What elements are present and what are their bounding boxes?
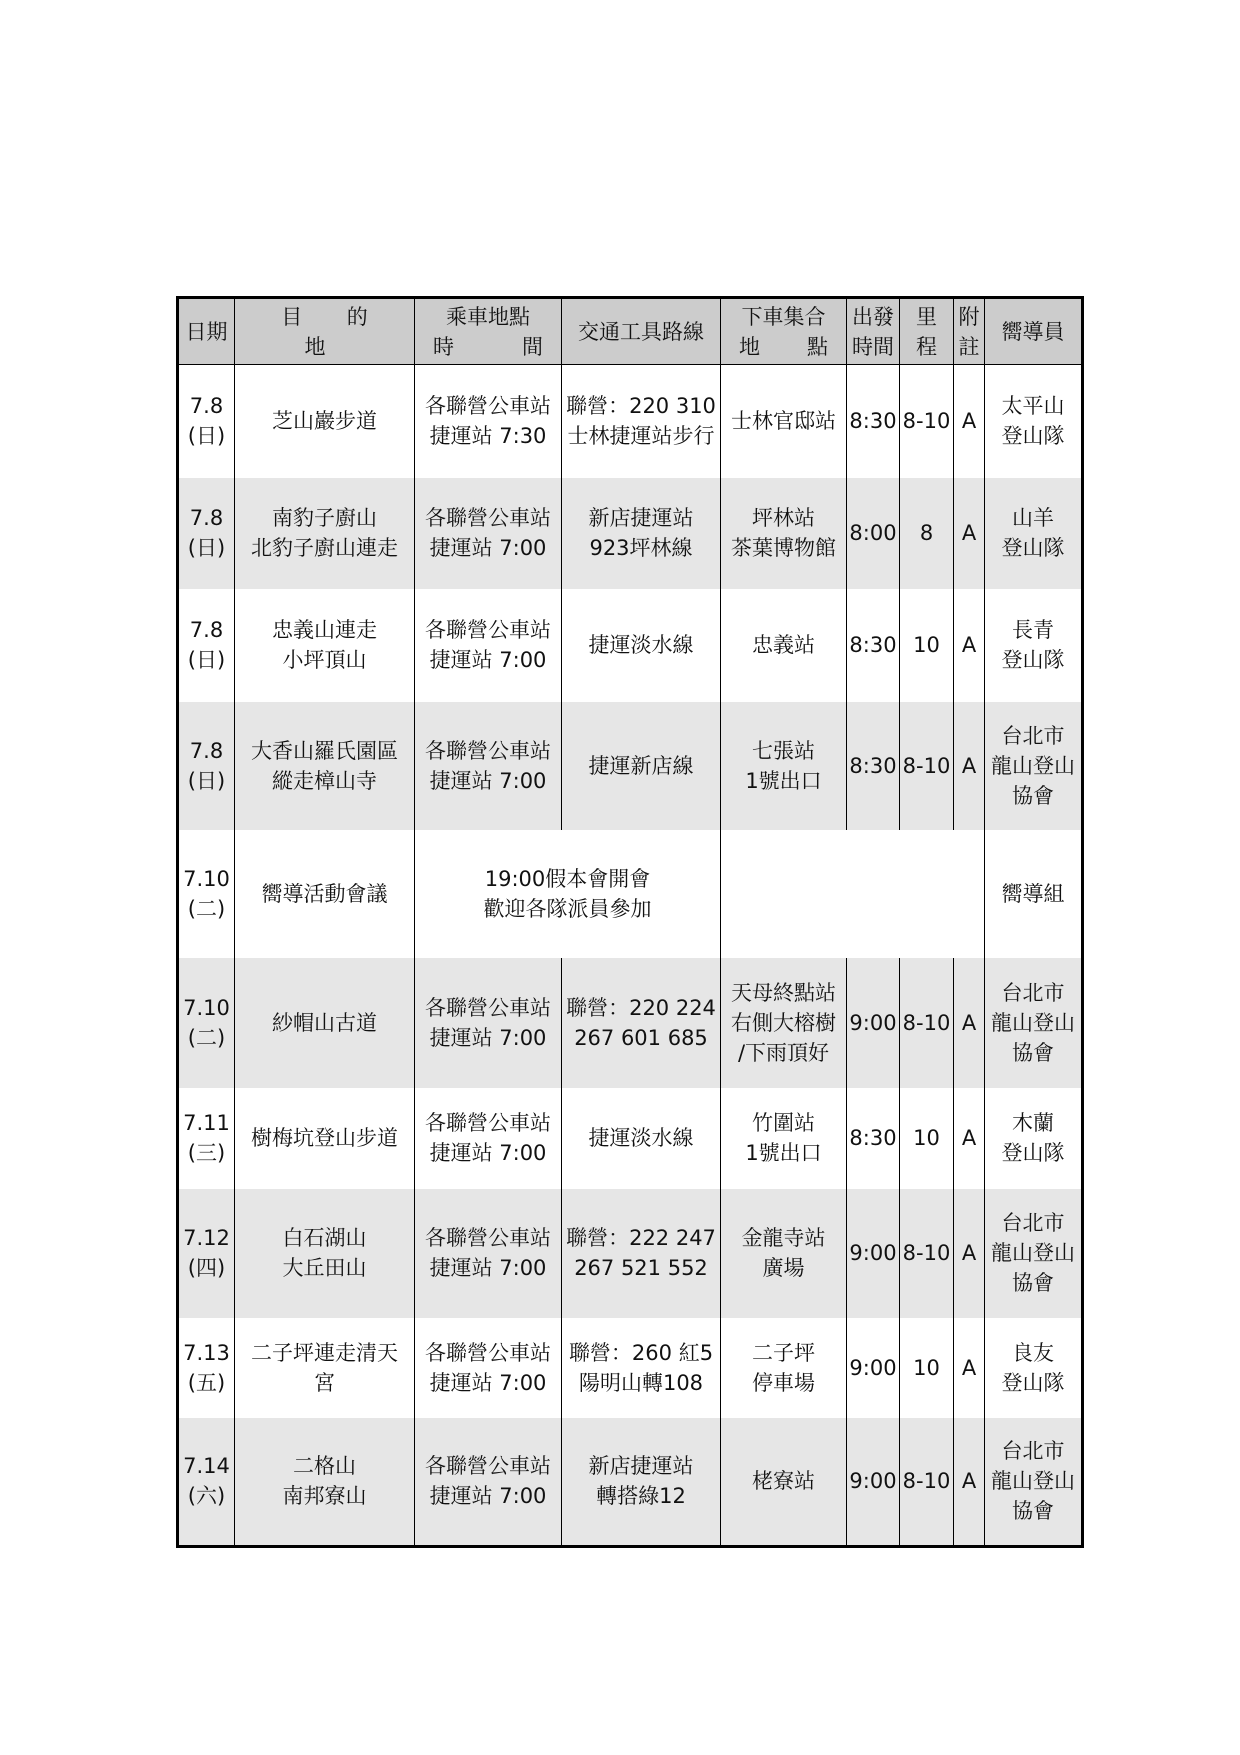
date-cell: 7.10 (二) <box>178 958 235 1088</box>
table-row <box>178 702 1083 830</box>
departure-cell: 8:30 <box>847 702 900 830</box>
departure-cell <box>847 830 900 958</box>
route-cell: 聯營：222 247 267 521 552 <box>562 1189 721 1318</box>
distance-cell: 8-10 <box>900 958 954 1088</box>
departure-cell: 9:00 <box>847 958 900 1088</box>
departure-cell: 9:00 <box>847 1418 900 1547</box>
destination-cell: 大香山羅氏園區 縱走樟山寺 <box>235 702 415 830</box>
header-row <box>178 298 1083 365</box>
note-cell: A <box>954 1189 985 1318</box>
table-row-meeting <box>178 830 1083 958</box>
alighting-cell: 士林官邸站 <box>721 365 847 478</box>
guide-cell: 長青 登山隊 <box>985 589 1083 702</box>
distance-cell: 10 <box>900 1088 954 1189</box>
header-destination: 目 的 地 <box>235 298 415 365</box>
destination-cell: 忠義山連走 小坪頂山 <box>235 589 415 702</box>
table-row <box>178 1088 1083 1189</box>
alighting-cell: 忠義站 <box>721 589 847 702</box>
note-cell <box>954 830 985 958</box>
note-cell: A <box>954 1088 985 1189</box>
table-row <box>178 1418 1083 1547</box>
table-row <box>178 589 1083 702</box>
date-cell: 7.8 (日) <box>178 478 235 589</box>
note-cell: A <box>954 1418 985 1547</box>
route-cell: 聯營：220 224 267 601 685 <box>562 958 721 1088</box>
guide-cell: 台北市 龍山登山 協會 <box>985 1418 1083 1547</box>
boarding-cell: 各聯營公車站 捷運站 7:00 <box>415 589 562 702</box>
boarding-cell: 各聯營公車站 捷運站 7:00 <box>415 958 562 1088</box>
header-date: 日期 <box>178 298 235 365</box>
route-cell: 捷運淡水線 <box>562 1088 721 1189</box>
destination-cell: 樹梅坑登山步道 <box>235 1088 415 1189</box>
note-cell: A <box>954 589 985 702</box>
departure-cell: 8:30 <box>847 365 900 478</box>
header-route: 交通工具路線 <box>562 298 721 365</box>
schedule-table <box>176 296 1084 1548</box>
alighting-cell: 栳寮站 <box>721 1418 847 1547</box>
boarding-cell: 各聯營公車站 捷運站 7:00 <box>415 1088 562 1189</box>
guide-cell: 台北市 龍山登山 協會 <box>985 1189 1083 1318</box>
distance-cell: 8-10 <box>900 365 954 478</box>
destination-cell: 芝山巖步道 <box>235 365 415 478</box>
destination-cell: 南豹子廚山 北豹子廚山連走 <box>235 478 415 589</box>
meeting-note-cell: 19:00假本會開會 歡迎各隊派員參加 <box>415 830 721 958</box>
date-cell: 7.8 (日) <box>178 589 235 702</box>
departure-cell: 9:00 <box>847 1189 900 1318</box>
destination-cell: 二格山 南邦寮山 <box>235 1418 415 1547</box>
route-cell: 聯營：260 紅5 陽明山轉108 <box>562 1318 721 1418</box>
date-cell: 7.10 (二) <box>178 830 235 958</box>
distance-cell <box>900 830 954 958</box>
departure-cell: 9:00 <box>847 1318 900 1418</box>
guide-cell: 山羊 登山隊 <box>985 478 1083 589</box>
alighting-cell: 七張站 1號出口 <box>721 702 847 830</box>
alighting-cell: 金龍寺站 廣場 <box>721 1189 847 1318</box>
destination-cell: 白石湖山 大丘田山 <box>235 1189 415 1318</box>
alighting-cell <box>721 830 847 958</box>
boarding-cell: 各聯營公車站 捷運站 7:00 <box>415 702 562 830</box>
distance-cell: 10 <box>900 589 954 702</box>
table-row <box>178 365 1083 478</box>
route-cell: 新店捷運站 轉搭綠12 <box>562 1418 721 1547</box>
header-alighting: 下車集合 地 點 <box>721 298 847 365</box>
alighting-cell: 坪林站 茶葉博物館 <box>721 478 847 589</box>
distance-cell: 8 <box>900 478 954 589</box>
header-departure: 出發 時間 <box>847 298 900 365</box>
header-guide: 嚮導員 <box>985 298 1083 365</box>
boarding-cell: 各聯營公車站 捷運站 7:00 <box>415 1318 562 1418</box>
header-note: 附 註 <box>954 298 985 365</box>
header-boarding: 乘車地點 時 間 <box>415 298 562 365</box>
guide-cell: 木蘭 登山隊 <box>985 1088 1083 1189</box>
guide-cell: 良友 登山隊 <box>985 1318 1083 1418</box>
departure-cell: 8:00 <box>847 478 900 589</box>
note-cell: A <box>954 365 985 478</box>
date-cell: 7.11 (三) <box>178 1088 235 1189</box>
note-cell: A <box>954 478 985 589</box>
table-row <box>178 958 1083 1088</box>
guide-cell: 嚮導組 <box>985 830 1083 958</box>
boarding-cell: 各聯營公車站 捷運站 7:00 <box>415 1418 562 1547</box>
route-cell: 捷運新店線 <box>562 702 721 830</box>
route-cell: 捷運淡水線 <box>562 589 721 702</box>
header-distance: 里 程 <box>900 298 954 365</box>
guide-cell: 台北市 龍山登山 協會 <box>985 958 1083 1088</box>
guide-cell: 太平山 登山隊 <box>985 365 1083 478</box>
boarding-cell: 各聯營公車站 捷運站 7:30 <box>415 365 562 478</box>
note-cell: A <box>954 958 985 1088</box>
note-cell: A <box>954 702 985 830</box>
boarding-cell: 各聯營公車站 捷運站 7:00 <box>415 1189 562 1318</box>
departure-cell: 8:30 <box>847 589 900 702</box>
date-cell: 7.14 (六) <box>178 1418 235 1547</box>
distance-cell: 8-10 <box>900 1418 954 1547</box>
note-cell: A <box>954 1318 985 1418</box>
route-cell: 聯營：220 310 士林捷運站步行 <box>562 365 721 478</box>
date-cell: 7.8 (日) <box>178 365 235 478</box>
departure-cell: 8:30 <box>847 1088 900 1189</box>
alighting-cell: 竹圍站 1號出口 <box>721 1088 847 1189</box>
distance-cell: 8-10 <box>900 702 954 830</box>
table-row <box>178 478 1083 589</box>
date-cell: 7.13 (五) <box>178 1318 235 1418</box>
distance-cell: 8-10 <box>900 1189 954 1318</box>
boarding-cell: 各聯營公車站 捷運站 7:00 <box>415 478 562 589</box>
destination-cell: 二子坪連走清天 宮 <box>235 1318 415 1418</box>
alighting-cell: 天母終點站 右側大榕樹 /下雨頂好 <box>721 958 847 1088</box>
alighting-cell: 二子坪 停車場 <box>721 1318 847 1418</box>
guide-cell: 台北市 龍山登山 協會 <box>985 702 1083 830</box>
destination-cell: 嚮導活動會議 <box>235 830 415 958</box>
table-row <box>178 1189 1083 1318</box>
date-cell: 7.12 (四) <box>178 1189 235 1318</box>
table-row <box>178 1318 1083 1418</box>
destination-cell: 紗帽山古道 <box>235 958 415 1088</box>
distance-cell: 10 <box>900 1318 954 1418</box>
route-cell: 新店捷運站 923坪林線 <box>562 478 721 589</box>
date-cell: 7.8 (日) <box>178 702 235 830</box>
